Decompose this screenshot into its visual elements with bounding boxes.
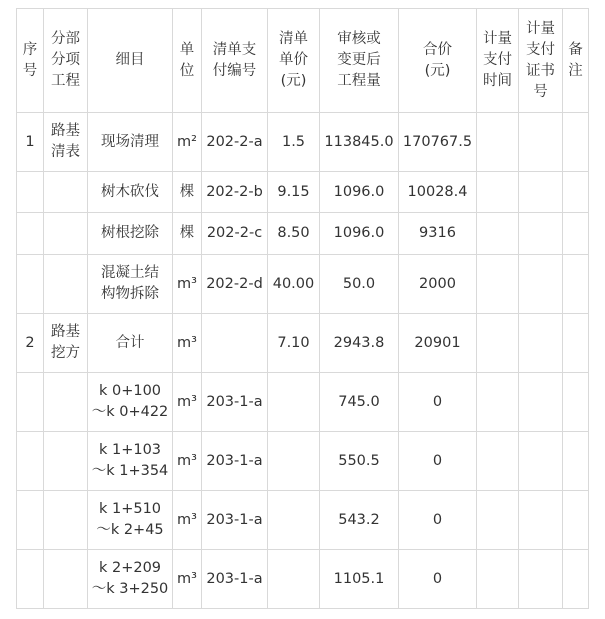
qty-cell: 1105.1 [320,550,399,609]
unit-cell: m³ [173,373,202,432]
seq-cell [17,432,44,491]
cert-no-cell [519,373,563,432]
item-cell: 合计 [88,314,173,373]
header-cell: 细目 [88,9,173,113]
table-row [17,550,589,609]
cert-no-cell [519,113,563,172]
seq-cell: 2 [17,314,44,373]
item-cell: k 0+100 ～k 0+422 [88,373,173,432]
item-cell: k 2+209 ～k 3+250 [88,550,173,609]
item-cell: 树木砍伐 [88,172,173,213]
cert-no-cell [519,255,563,314]
header-cell: 清单 单价 (元) [268,9,320,113]
section-cell: 路基 清表 [44,113,88,172]
cert-no-cell [519,172,563,213]
pay-time-cell [477,550,519,609]
seq-cell [17,255,44,314]
amount-cell: 0 [399,432,477,491]
item-cell: 现场清理 [88,113,173,172]
qty-cell: 50.0 [320,255,399,314]
pay-time-cell [477,113,519,172]
code-cell: 203-1-a [202,373,268,432]
section-cell [44,550,88,609]
note-cell [563,432,589,491]
amount-cell: 0 [399,373,477,432]
note-cell [563,314,589,373]
table-row [17,172,589,213]
pay-time-cell [477,373,519,432]
amount-cell: 10028.4 [399,172,477,213]
amount-cell: 9316 [399,213,477,255]
header-cell: 清单支 付编号 [202,9,268,113]
section-cell [44,373,88,432]
seq-cell [17,491,44,550]
table-row [17,314,589,373]
code-cell: 203-1-a [202,550,268,609]
header-cell: 序 号 [17,9,44,113]
price-cell: 7.10 [268,314,320,373]
unit-cell: m³ [173,491,202,550]
code-cell: 202-2-c [202,213,268,255]
seq-cell [17,172,44,213]
section-cell [44,213,88,255]
code-cell [202,314,268,373]
note-cell [563,373,589,432]
price-cell [268,373,320,432]
pay-time-cell [477,491,519,550]
price-cell [268,491,320,550]
code-cell: 202-2-b [202,172,268,213]
header-cell: 计量 支付 时间 [477,9,519,113]
payment-table [16,8,589,609]
pay-time-cell [477,213,519,255]
table-row [17,491,589,550]
seq-cell [17,213,44,255]
price-cell [268,550,320,609]
note-cell [563,213,589,255]
qty-cell: 745.0 [320,373,399,432]
amount-cell: 0 [399,550,477,609]
note-cell [563,491,589,550]
section-cell [44,432,88,491]
amount-cell: 170767.5 [399,113,477,172]
amount-cell: 20901 [399,314,477,373]
code-cell: 203-1-a [202,432,268,491]
unit-cell: m² [173,113,202,172]
seq-cell [17,373,44,432]
item-cell: k 1+510 ～k 2+45 [88,491,173,550]
price-cell: 8.50 [268,213,320,255]
unit-cell: 棵 [173,172,202,213]
cert-no-cell [519,314,563,373]
unit-cell: 棵 [173,213,202,255]
price-cell: 9.15 [268,172,320,213]
header-cell: 备 注 [563,9,589,113]
pay-time-cell [477,172,519,213]
header-cell: 单 位 [173,9,202,113]
unit-cell: m³ [173,314,202,373]
code-cell: 203-1-a [202,491,268,550]
header-cell: 合价 (元) [399,9,477,113]
table-row [17,113,589,172]
cert-no-cell [519,550,563,609]
table-row [17,432,589,491]
table-row [17,373,589,432]
cert-no-cell [519,432,563,491]
section-cell [44,491,88,550]
header-cell: 计量 支付 证书 号 [519,9,563,113]
header-cell: 分部 分项 工程 [44,9,88,113]
code-cell: 202-2-a [202,113,268,172]
header-row [17,9,589,113]
seq-cell [17,550,44,609]
section-cell [44,255,88,314]
item-cell: 混凝土结 构物拆除 [88,255,173,314]
qty-cell: 1096.0 [320,172,399,213]
seq-cell: 1 [17,113,44,172]
cert-no-cell [519,213,563,255]
unit-cell: m³ [173,255,202,314]
price-cell [268,432,320,491]
section-cell: 路基 挖方 [44,314,88,373]
item-cell: 树根挖除 [88,213,173,255]
qty-cell: 550.5 [320,432,399,491]
price-cell: 40.00 [268,255,320,314]
item-cell: k 1+103 ～k 1+354 [88,432,173,491]
section-cell [44,172,88,213]
unit-cell: m³ [173,432,202,491]
code-cell: 202-2-d [202,255,268,314]
amount-cell: 0 [399,491,477,550]
table-row [17,255,589,314]
amount-cell: 2000 [399,255,477,314]
qty-cell: 2943.8 [320,314,399,373]
qty-cell: 543.2 [320,491,399,550]
pay-time-cell [477,255,519,314]
table-row [17,213,589,255]
price-cell: 1.5 [268,113,320,172]
note-cell [563,255,589,314]
pay-time-cell [477,314,519,373]
note-cell [563,172,589,213]
cert-no-cell [519,491,563,550]
note-cell [563,113,589,172]
qty-cell: 113845.0 [320,113,399,172]
note-cell [563,550,589,609]
qty-cell: 1096.0 [320,213,399,255]
unit-cell: m³ [173,550,202,609]
header-cell: 审核或 变更后 工程量 [320,9,399,113]
pay-time-cell [477,432,519,491]
